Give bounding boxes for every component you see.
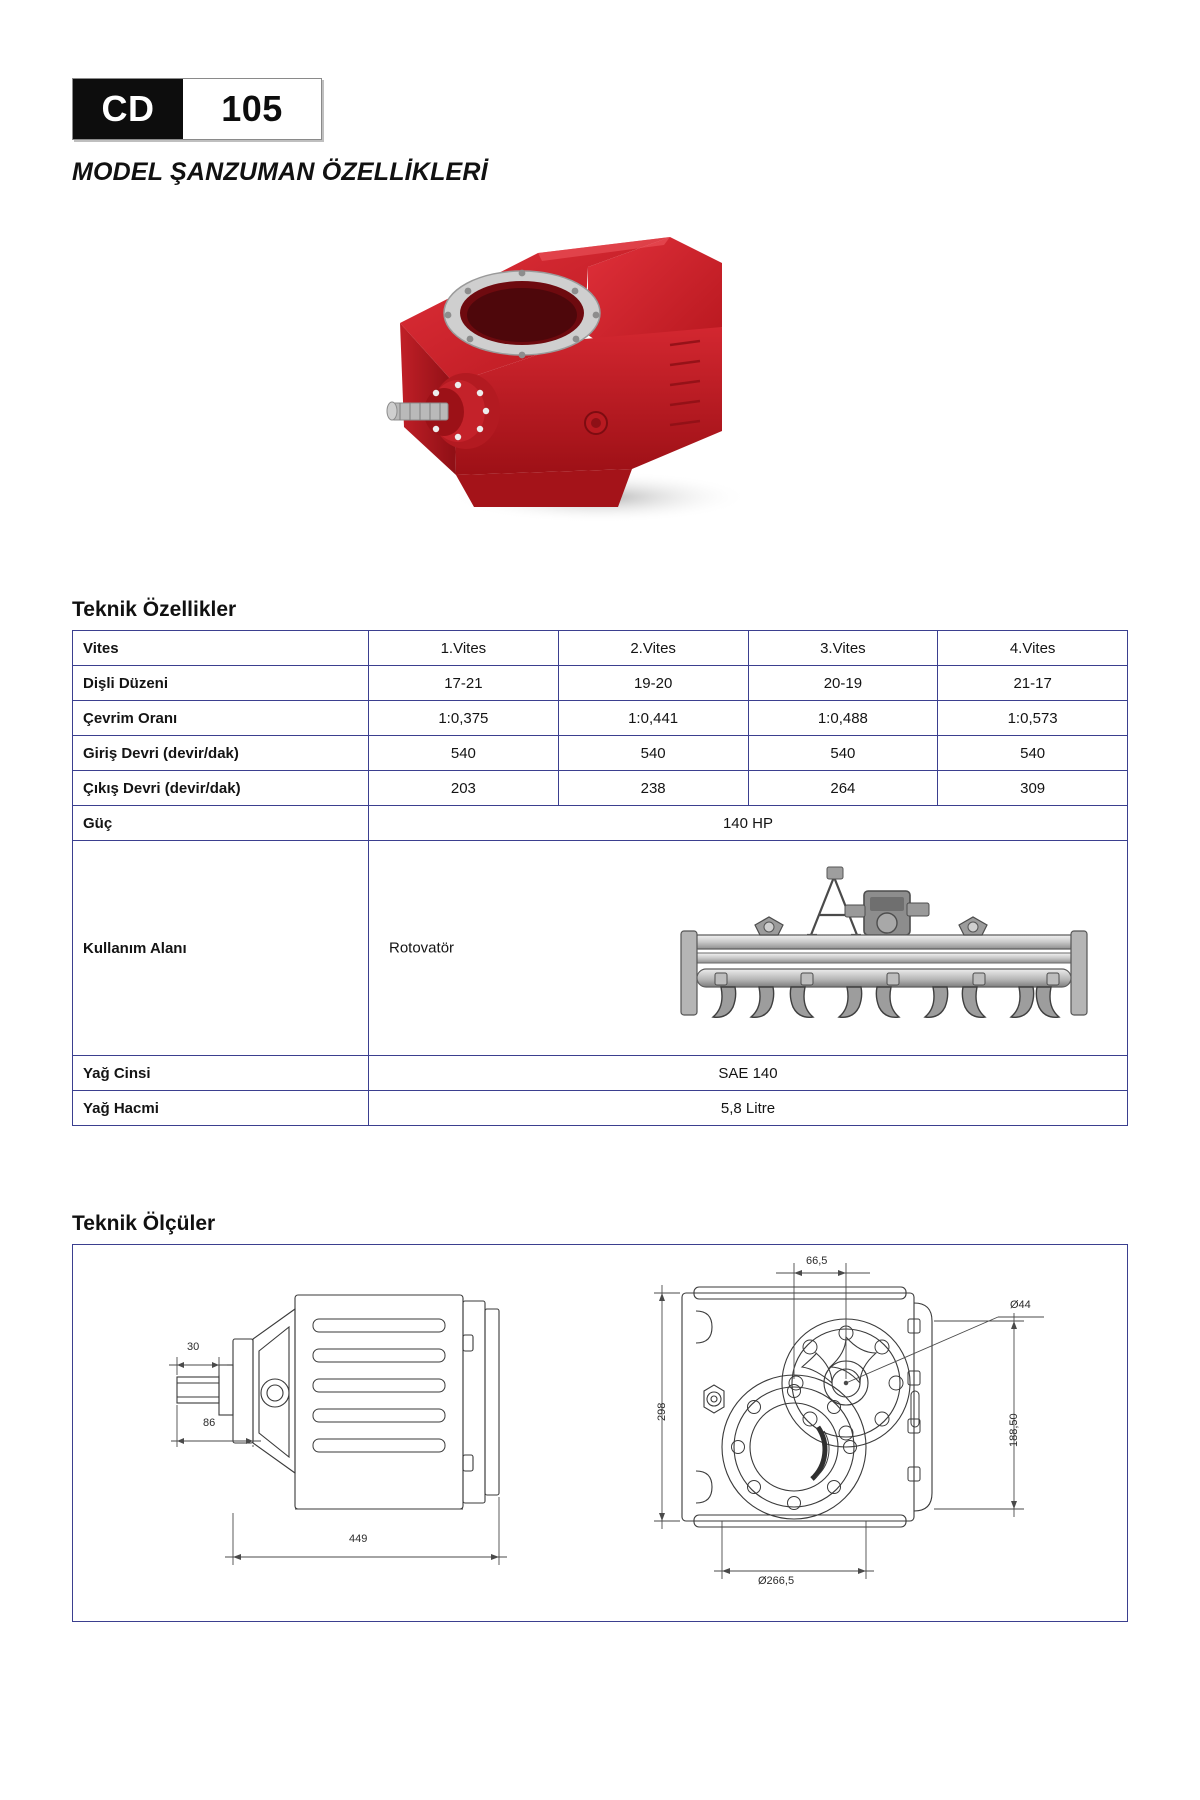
- dim-label-flange-dia: Ø266,5: [758, 1575, 795, 1587]
- model-badge: [72, 78, 322, 140]
- rotovator-gearbox: [845, 891, 929, 935]
- cell-yag-hacmi-value: 5,8 Litre: [369, 1091, 1128, 1126]
- dim-label-offset-top: 66,5: [806, 1255, 828, 1267]
- side-elevation-svg: [163, 1265, 563, 1601]
- cell-cikis-1: 203: [369, 771, 559, 806]
- cell-cikis-4: 309: [938, 771, 1128, 806]
- cell-cevrim-2: 1:0,441: [558, 701, 748, 736]
- dim-label-bore-dia: Ø44: [1010, 1299, 1031, 1311]
- row-label-yag-cinsi: Yağ Cinsi: [73, 1056, 369, 1091]
- row-label-cikis-devri: Çıkış Devri (devir/dak): [73, 771, 369, 806]
- technical-dimensions-panel: [72, 1244, 1128, 1622]
- spec-section-title: Teknik Özellikler: [72, 598, 237, 621]
- cell-vites-3: 3.Vites: [748, 631, 938, 666]
- front-view-drawing: [618, 1255, 1088, 1607]
- row-label-giris-devri: Giriş Devri (devir/dak): [73, 736, 369, 771]
- row-label-cevrim-orani: Çevrim Oranı: [73, 701, 369, 736]
- table-row-power: [73, 806, 1128, 841]
- cell-vites-1: 1.Vites: [369, 631, 559, 666]
- page-title: MODEL ŞANZUMAN ÖZELLİKLERİ: [72, 158, 488, 186]
- cell-cikis-2: 238: [558, 771, 748, 806]
- table-row-gear: [73, 666, 1128, 701]
- model-badge-number: 105: [183, 79, 321, 139]
- table-row-gear: [73, 736, 1128, 771]
- rotovator-illustration: [659, 847, 1099, 1047]
- dim-label-overall-len: 449: [349, 1533, 368, 1545]
- table-row-gear: [73, 701, 1128, 736]
- cell-giris-2: 540: [558, 736, 748, 771]
- cell-disli-3: 20-19: [748, 666, 938, 701]
- row-label-vites: Vites: [73, 631, 369, 666]
- table-row-gear: [73, 771, 1128, 806]
- cell-guc-value: 140 HP: [369, 806, 1128, 841]
- usage-value-text: Rotovatör: [389, 939, 455, 957]
- table-row-oil-volume: [73, 1091, 1128, 1126]
- cell-vites-4: 4.Vites: [938, 631, 1128, 666]
- cell-disli-1: 17-21: [369, 666, 559, 701]
- dim-label-shaft-dia: 30: [187, 1341, 200, 1353]
- row-label-disli-duzeni: Dişli Düzeni: [73, 666, 369, 701]
- rotovator-drawing: [659, 847, 1099, 1047]
- cell-yag-cinsi-value: SAE 140: [369, 1056, 1128, 1091]
- cell-giris-4: 540: [938, 736, 1128, 771]
- cell-disli-4: 21-17: [938, 666, 1128, 701]
- page-header: [72, 78, 488, 187]
- cell-giris-1: 540: [369, 736, 559, 771]
- cell-vites-2: 2.Vites: [558, 631, 748, 666]
- dimensions-section-title: Teknik Ölçüler: [72, 1212, 216, 1235]
- row-label-kullanim-alani: Kullanım Alanı: [73, 841, 369, 1056]
- cell-cevrim-4: 1:0,573: [938, 701, 1128, 736]
- side-view-drawing: [163, 1265, 563, 1601]
- dim-label-shaft-len: 86: [203, 1417, 216, 1429]
- cell-cevrim-3: 1:0,488: [748, 701, 938, 736]
- technical-specifications-table: [72, 630, 1128, 1126]
- model-badge-code: CD: [73, 79, 183, 139]
- table-row-oil-type: [73, 1056, 1128, 1091]
- row-label-guc: Güç: [73, 806, 369, 841]
- gearbox-photo-illustration: [370, 215, 790, 535]
- table-row-gear: [73, 631, 1128, 666]
- cell-cevrim-1: 1:0,375: [369, 701, 559, 736]
- cell-cikis-3: 264: [748, 771, 938, 806]
- dim-label-center-height: 188,50: [1008, 1413, 1020, 1447]
- product-photo: [370, 215, 790, 535]
- table-row-usage: [73, 841, 1128, 1056]
- dim-label-overall-height: 298: [656, 1402, 668, 1421]
- cell-kullanim-alani: [369, 841, 1128, 1056]
- cell-giris-3: 540: [748, 736, 938, 771]
- cell-disli-2: 19-20: [558, 666, 748, 701]
- row-label-yag-hacmi: Yağ Hacmi: [73, 1091, 369, 1126]
